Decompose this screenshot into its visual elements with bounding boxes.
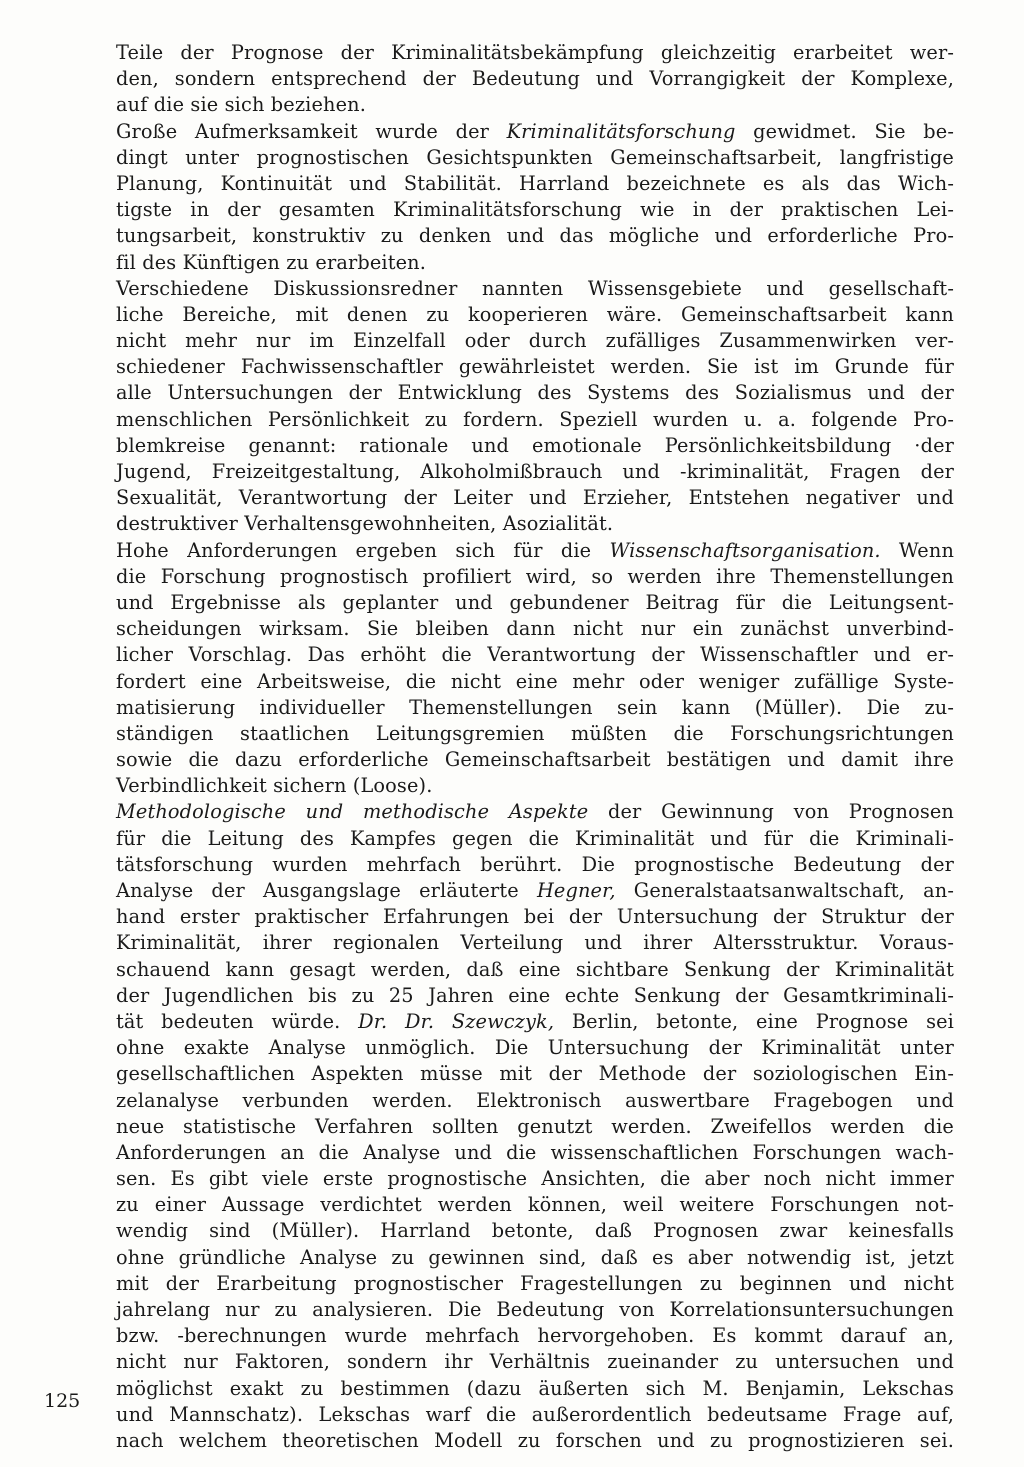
text-line (116, 66, 954, 92)
text-line (116, 616, 954, 642)
text-run: schiedener Fachwissenschaftler gewährleistet werden. Sie ist im Grunde für (116, 355, 954, 379)
text-line (116, 1140, 954, 1166)
text-run: tät bedeuten würde. (116, 1009, 359, 1033)
text-line (116, 1271, 954, 1297)
text-line (116, 1428, 954, 1454)
italic-phrase: Kriminalitätsforschung (506, 119, 736, 143)
document-body (116, 40, 954, 1454)
text-line (116, 826, 954, 852)
text-line (116, 930, 954, 956)
text-run: tigste in der gesamten Kriminalitätsforschung wie in der praktischen Lei- (116, 198, 954, 222)
italic-phrase: Dr. Dr. Szewczyk, (358, 1009, 555, 1033)
text-run: wendig sind (Müller). Harrland betonte, daß Prognosen zwar keinesfalls (116, 1219, 954, 1243)
text-line (116, 1323, 954, 1349)
text-run: ohne exakte Analyse unmöglich. Die Untersuchung der Kriminalität unter (116, 1036, 954, 1060)
text-run: ohne gründliche Analyse zu gewinnen sind, daß es aber notwendig ist, jetzt (116, 1245, 954, 1269)
text-line (116, 1035, 954, 1061)
text-line (116, 223, 954, 249)
text-run: sowie die dazu erforderliche Gemeinschaftsarbeit bestätigen und damit ihre (116, 748, 954, 772)
text-run: der Gewinnung von Prognosen (588, 800, 954, 824)
text-run: Kriminalität, ihrer regionalen Verteilung und ihrer Altersstruktur. Voraus- (116, 931, 954, 955)
text-line (116, 1218, 954, 1244)
text-line (116, 40, 954, 66)
text-run: gesellschaftlichen Aspekten müsse mit der Methode der soziologischen Ein- (116, 1062, 954, 1086)
text-run: hand erster praktischer Erfahrungen bei der Untersuchung der Struktur der (116, 905, 954, 929)
text-run: zu einer Aussage verdichtet werden können, weil weitere Forschungen not- (116, 1193, 954, 1217)
text-run: Große Aufmerksamkeit wurde der (116, 119, 507, 143)
text-line (116, 1297, 954, 1323)
text-line (116, 747, 954, 773)
text-line (116, 511, 954, 537)
text-line (116, 92, 954, 118)
text-line (116, 145, 954, 171)
text-run: nicht nur Faktoren, sondern ihr Verhältnis zueinander zu untersuchen und (116, 1350, 954, 1374)
text-run: fordert eine Arbeitsweise, die nicht eine mehr oder weniger zufällige Syste- (116, 669, 954, 693)
text-run: Hohe Anforderungen ergeben sich für die (116, 538, 610, 562)
text-run: nach welchem theoretischen Modell zu forschen und zu prognostizieren sei. (116, 1428, 954, 1452)
text-run: Berlin, betonte, eine Prognose sei (554, 1009, 954, 1033)
text-run: tungsarbeit, konstruktiv zu denken und das mögliche und erforderliche Pro- (116, 224, 954, 248)
text-line (116, 1376, 954, 1402)
text-run: Analyse der Ausgangslage erläuterte (116, 879, 537, 902)
text-run: menschlichen Persönlichkeit zu fordern. Speziell wurden u. a. folgende Pro- (116, 407, 954, 431)
text-run: auf die sie sich beziehen. (116, 93, 366, 117)
text-run: licher Vorschlag. Das erhöht die Verantwortung der Wissenschaftler und er- (116, 643, 954, 667)
text-run: mit der Erarbeitung prognostischer Fragestellungen zu beginnen und nicht (116, 1271, 954, 1295)
text-run: möglichst exakt zu bestimmen (dazu äußerten sich M. Benjamin, Lekschas (116, 1376, 954, 1400)
text-run: Teile der Prognose der Kriminalitätsbekämpfung gleichzeitig erarbeitet wer- (116, 41, 954, 64)
text-line (116, 642, 954, 668)
text-run: ständigen staatlichen Leitungsgremien müßten die Forschungsrichtungen (116, 721, 954, 745)
text-run: Sexualität, Verantwortung der Leiter und Erzieher, Entstehen negativer und (116, 486, 954, 510)
text-run: und Ergebnisse als geplanter und gebundener Beitrag für die Leitungsent- (116, 590, 954, 614)
text-run: Planung, Kontinuität und Stabilität. Harrland bezeichnete es als das Wich- (116, 171, 954, 195)
text-line (116, 983, 954, 1009)
page-number: 125 (44, 1390, 81, 1412)
text-line (116, 1349, 954, 1375)
text-run: jahrelang nur zu analysieren. Die Bedeutung von Korrelationsuntersuchungen (116, 1298, 954, 1321)
text-line (116, 1088, 954, 1114)
text-line (116, 564, 954, 590)
text-run: destruktiver Verhaltensgewohnheiten, Asozialität. (116, 512, 614, 536)
text-run: matisierung individueller Themenstellungen sein kann (Müller). Die zu- (116, 695, 954, 719)
text-run: dingt unter prognostischen Gesichtspunkten Gemeinschaftsarbeit, langfristige (116, 145, 954, 169)
text-run: sen. Es gibt viele erste prognostische Ansichten, die aber noch nicht immer (116, 1167, 954, 1191)
text-line (116, 1166, 954, 1192)
text-line (116, 538, 954, 564)
text-run: und Mannschatz). Lekschas warf die außerordentlich bedeutsame Frage auf, (116, 1402, 954, 1426)
text-line (116, 197, 954, 223)
text-run: der Jugendlichen bis zu 25 Jahren eine echte Senkung der Gesamtkriminali- (116, 983, 954, 1007)
text-line (116, 1114, 954, 1140)
text-line (116, 669, 954, 695)
text-line (116, 354, 954, 380)
text-line (116, 380, 954, 406)
text-line (116, 773, 954, 799)
text-line (116, 276, 954, 302)
text-line (116, 695, 954, 721)
text-run: nicht mehr nur im Einzelfall oder durch zufälliges Zusammenwirken ver- (116, 329, 954, 353)
text-line (116, 459, 954, 485)
text-line (116, 119, 954, 145)
text-line (116, 590, 954, 616)
text-line (116, 328, 954, 354)
text-run: die Forschung prognostisch profiliert wird, so werden ihre Themenstellungen (116, 564, 954, 588)
text-run: Verbindlichkeit sichern (Loose). (116, 774, 433, 798)
text-run: fil des Künftigen zu erarbeiten. (116, 250, 427, 274)
text-line (116, 721, 954, 747)
text-run: tätsforschung wurden mehrfach berührt. Die prognostische Bedeutung der (116, 852, 954, 876)
text-line (116, 878, 954, 904)
text-run: Verschiedene Diskussionsredner nannten Wissensgebiete und gesellschaft- (116, 276, 954, 300)
text-run: liche Bereiche, mit denen zu kooperieren wäre. Gemeinschaftsarbeit kann (116, 302, 954, 326)
text-run: für die Leitung des Kampfes gegen die Kriminalität und für die Kriminali- (116, 826, 954, 850)
text-run: alle Untersuchungen der Entwicklung des Systems des Sozialismus und der (116, 381, 954, 405)
text-run: schauend kann gesagt werden, daß eine sichtbare Senkung der Kriminalität (116, 957, 954, 981)
text-run: den, sondern entsprechend der Bedeutung und Vorrangigkeit der Komplexe, (116, 67, 954, 91)
text-line (116, 1192, 954, 1218)
text-line (116, 799, 954, 825)
text-line (116, 957, 954, 983)
text-line (116, 302, 954, 328)
text-run: Jugend, Freizeitgestaltung, Alkoholmißbrauch und -kriminalität, Fragen der (116, 460, 954, 483)
text-run: gewidmet. Sie be- (735, 119, 954, 143)
text-line (116, 1061, 954, 1087)
text-run: Generalstaatsanwaltschaft, an- (615, 879, 954, 902)
text-line (116, 904, 954, 930)
italic-phrase: Wissenschaftsorganisation. (609, 538, 881, 562)
text-line (116, 1245, 954, 1271)
text-line (116, 171, 954, 197)
text-line (116, 1402, 954, 1428)
text-run: neue statistische Verfahren sollten genutzt werden. Zweifellos werden die (116, 1114, 954, 1138)
text-line (116, 1009, 954, 1035)
text-run: Anforderungen an die Analyse und die wissenschaftlichen Forschungen wach- (116, 1140, 954, 1164)
text-line (116, 250, 954, 276)
text-run: scheidungen wirksam. Sie bleiben dann nicht nur ein zunächst unverbind- (116, 617, 954, 641)
text-run: bzw. -berechnungen wurde mehrfach hervorgehoben. Es kommt darauf an, (116, 1324, 954, 1348)
text-line (116, 852, 954, 878)
text-line (116, 485, 954, 511)
text-run: Wenn (880, 538, 955, 562)
text-line (116, 407, 954, 433)
text-run: blemkreise genannt: rationale und emotionale Persönlichkeitsbildung ·der (116, 433, 954, 457)
text-run: zelanalyse verbunden werden. Elektronisch auswertbare Fragebogen und (116, 1088, 954, 1112)
italic-phrase: Hegner, (536, 879, 616, 902)
italic-phrase: Methodologische und methodische Aspekte (116, 800, 589, 824)
text-line (116, 433, 954, 459)
